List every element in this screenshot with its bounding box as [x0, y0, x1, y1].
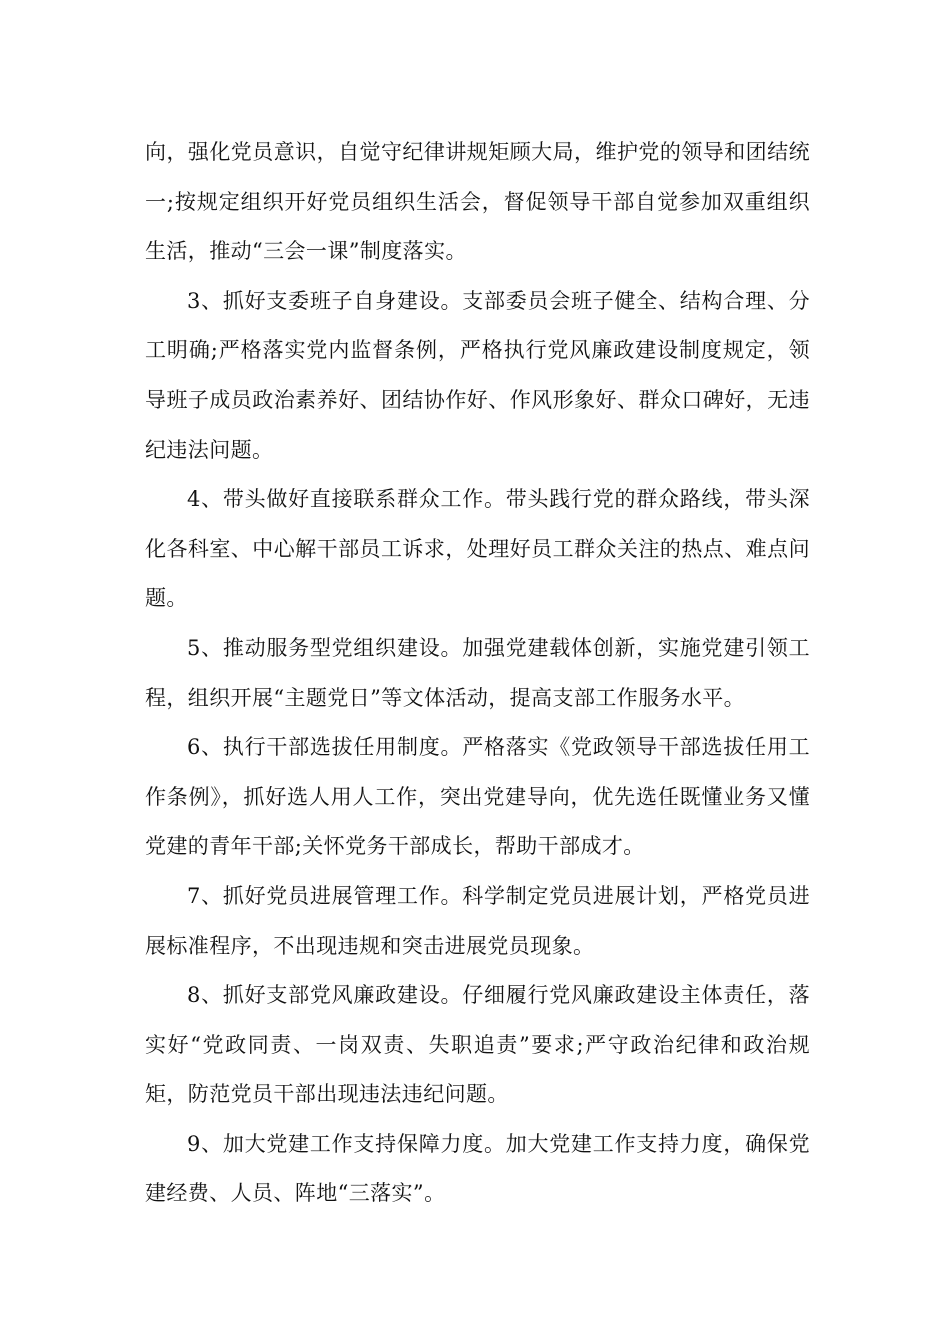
paragraph-item-3: 3、抓好支委班子自身建设。支部委员会班子健全、结构合理、分工明确;严格落实党内监督条例，严格执行党风廉政建设制度规定，领导班子成员政治素养好、团结协作好、作风形象好、群众口碑好，无违纪违法问题。 [145, 288, 810, 462]
paragraph-item-9: 9、加大党建工作支持保障力度。加大党建工作支持力度，确保党建经费、人员、阵地“三落实”。 [145, 1131, 810, 1206]
paragraph-continued: 向，强化党员意识，自觉守纪律讲规矩顾大局，维护党的领导和团结统一;按规定组织开好党员组织生活会，督促领导干部自觉参加双重组织生活，推动“三会一课”制度落实。 [145, 140, 810, 264]
paragraph-item-5: 5、推动服务型党组织建设。加强党建载体创新，实施党建引领工程，组织开展“主题党日”等文体活动，提高支部工作服务水平。 [145, 635, 810, 710]
document-page [145, 128, 810, 1219]
paragraph-item-4: 4、带头做好直接联系群众工作。带头践行党的群众路线，带头深化各科室、中心解干部员工诉求，处理好员工群众关注的热点、难点问题。 [145, 487, 810, 611]
paragraph-item-6: 6、执行干部选拔任用制度。严格落实《党政领导干部选拔任用工作条例》，抓好选人用人工作，突出党建导向，优先选任既懂业务又懂党建的青年干部;关怀党务干部成长，帮助干部成才。 [145, 735, 810, 859]
paragraph-item-7: 7、抓好党员进展管理工作。科学制定党员进展计划，严格党员进展标准程序，不出现违规和突击进展党员现象。 [145, 883, 810, 958]
paragraph-item-8: 8、抓好支部党风廉政建设。仔细履行党风廉政建设主体责任，落实好“党政同责、一岗双责、失职追责”要求;严守政治纪律和政治规矩，防范党员干部出现违法违纪问题。 [145, 983, 810, 1107]
